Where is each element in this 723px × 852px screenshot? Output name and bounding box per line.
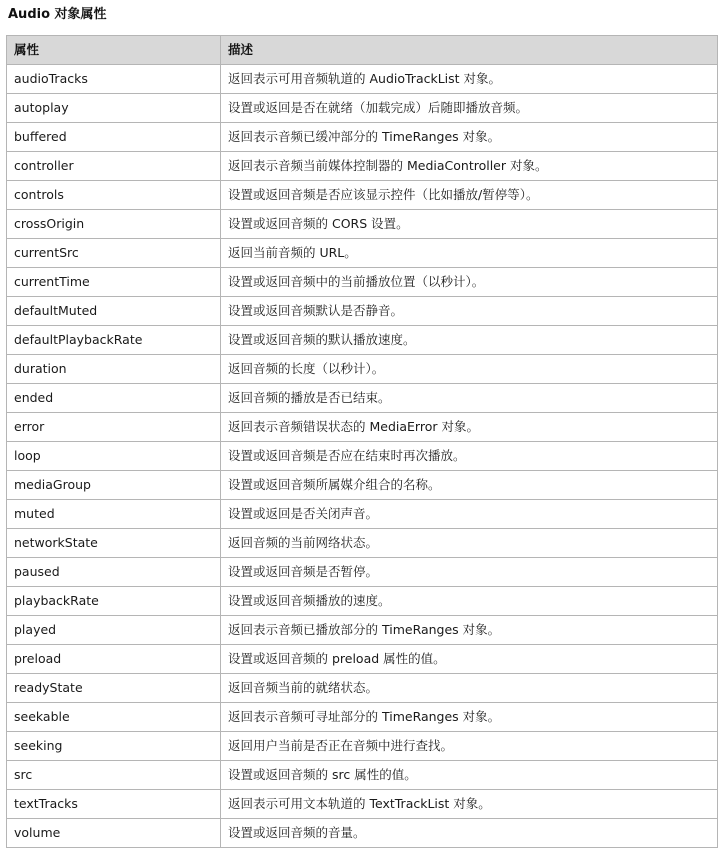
property-name-cell: playbackRate (7, 587, 221, 616)
property-description-cell: 返回表示音频已播放部分的 TimeRanges 对象。 (221, 616, 718, 645)
property-description-cell: 返回音频的播放是否已结束。 (221, 384, 718, 413)
property-description-cell: 设置或返回音频所属媒介组合的名称。 (221, 471, 718, 500)
property-name-cell: muted (7, 500, 221, 529)
property-name-cell: duration (7, 355, 221, 384)
table-row (7, 413, 718, 442)
table-body (7, 65, 718, 848)
table-row (7, 587, 718, 616)
property-name-cell: readyState (7, 674, 221, 703)
table-row (7, 471, 718, 500)
property-description-cell: 返回用户当前是否正在音频中进行查找。 (221, 732, 718, 761)
property-name-cell: controls (7, 181, 221, 210)
table-row (7, 268, 718, 297)
property-name-cell: seeking (7, 732, 221, 761)
property-name-cell: seekable (7, 703, 221, 732)
table-row (7, 761, 718, 790)
property-description-cell: 返回音频的长度（以秒计）。 (221, 355, 718, 384)
property-name-cell: networkState (7, 529, 221, 558)
property-description-cell: 设置或返回音频的 CORS 设置。 (221, 210, 718, 239)
table-row (7, 674, 718, 703)
property-name-cell: src (7, 761, 221, 790)
property-description-cell: 设置或返回音频是否应在结束时再次播放。 (221, 442, 718, 471)
property-description-cell: 设置或返回音频播放的速度。 (221, 587, 718, 616)
property-name-cell: volume (7, 819, 221, 848)
table-row (7, 442, 718, 471)
property-name-cell: audioTracks (7, 65, 221, 94)
table-header-row (7, 36, 718, 65)
property-name-cell: autoplay (7, 94, 221, 123)
property-description-cell: 设置或返回音频是否暂停。 (221, 558, 718, 587)
property-description-cell: 设置或返回音频默认是否静音。 (221, 297, 718, 326)
table-row (7, 732, 718, 761)
table-row (7, 616, 718, 645)
property-name-cell: preload (7, 645, 221, 674)
table-row (7, 181, 718, 210)
table-row (7, 558, 718, 587)
table-row (7, 790, 718, 819)
properties-table (6, 35, 718, 848)
property-name-cell: defaultPlaybackRate (7, 326, 221, 355)
property-name-cell: error (7, 413, 221, 442)
table-row (7, 384, 718, 413)
property-name-cell: crossOrigin (7, 210, 221, 239)
property-name-cell: textTracks (7, 790, 221, 819)
property-description-cell: 设置或返回音频是否应该显示控件（比如播放/暂停等）。 (221, 181, 718, 210)
table-row (7, 703, 718, 732)
property-name-cell: mediaGroup (7, 471, 221, 500)
table-row (7, 239, 718, 268)
property-description-cell: 返回音频的当前网络状态。 (221, 529, 718, 558)
property-description-cell: 设置或返回音频的默认播放速度。 (221, 326, 718, 355)
property-name-cell: currentTime (7, 268, 221, 297)
property-name-cell: controller (7, 152, 221, 181)
table-row (7, 326, 718, 355)
table-row (7, 65, 718, 94)
property-description-cell: 设置或返回音频的 src 属性的值。 (221, 761, 718, 790)
property-description-cell: 返回表示可用音频轨道的 AudioTrackList 对象。 (221, 65, 718, 94)
property-description-cell: 返回表示音频错误状态的 MediaError 对象。 (221, 413, 718, 442)
table-row (7, 819, 718, 848)
property-description-cell: 返回当前音频的 URL。 (221, 239, 718, 268)
property-name-cell: played (7, 616, 221, 645)
table-row (7, 645, 718, 674)
property-name-cell: defaultMuted (7, 297, 221, 326)
property-description-cell: 返回表示音频当前媒体控制器的 MediaController 对象。 (221, 152, 718, 181)
page-title: Audio 对象属性 (8, 7, 107, 22)
property-description-cell: 返回表示可用文本轨道的 TextTrackList 对象。 (221, 790, 718, 819)
table-row (7, 152, 718, 181)
property-name-cell: currentSrc (7, 239, 221, 268)
property-description-cell: 返回音频当前的就绪状态。 (221, 674, 718, 703)
table-row (7, 297, 718, 326)
property-description-cell: 返回表示音频已缓冲部分的 TimeRanges 对象。 (221, 123, 718, 152)
property-description-cell: 设置或返回是否关闭声音。 (221, 500, 718, 529)
property-description-cell: 设置或返回是否在就绪（加载完成）后随即播放音频。 (221, 94, 718, 123)
table-row (7, 210, 718, 239)
column-header-property: 属性 (7, 36, 221, 65)
property-description-cell: 设置或返回音频中的当前播放位置（以秒计）。 (221, 268, 718, 297)
column-header-description: 描述 (221, 36, 718, 65)
table-row (7, 500, 718, 529)
property-name-cell: ended (7, 384, 221, 413)
table-row (7, 529, 718, 558)
property-description-cell: 设置或返回音频的 preload 属性的值。 (221, 645, 718, 674)
property-description-cell: 设置或返回音频的音量。 (221, 819, 718, 848)
table-row (7, 94, 718, 123)
property-name-cell: loop (7, 442, 221, 471)
property-name-cell: buffered (7, 123, 221, 152)
table-row (7, 123, 718, 152)
table-row (7, 355, 718, 384)
property-description-cell: 返回表示音频可寻址部分的 TimeRanges 对象。 (221, 703, 718, 732)
property-name-cell: paused (7, 558, 221, 587)
